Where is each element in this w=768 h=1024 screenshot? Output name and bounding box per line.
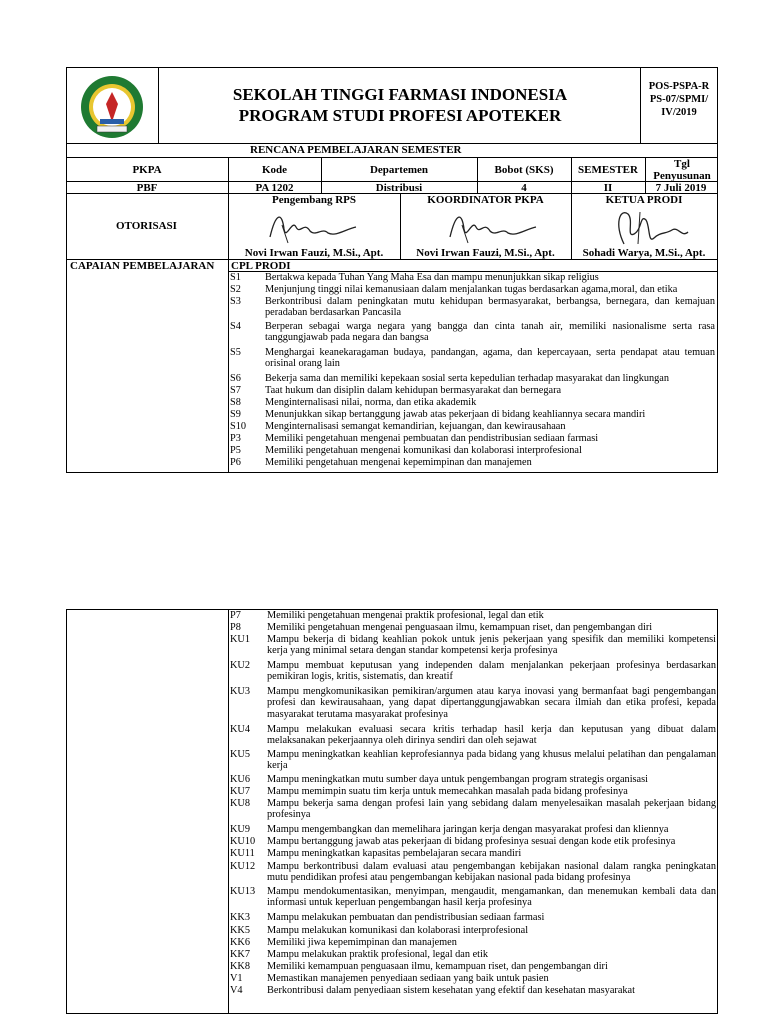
signature-ketua bbox=[610, 204, 700, 248]
td-semester: II bbox=[603, 182, 613, 194]
td-departemen: Distribusi bbox=[375, 182, 423, 194]
cpl-code: KK8 bbox=[230, 961, 251, 972]
cpl-code: KU7 bbox=[230, 786, 251, 797]
role-name-pengembang: Novi Irwan Fauzi, M.Si., Apt. bbox=[244, 247, 384, 259]
cpl-code: KU3 bbox=[230, 686, 251, 697]
cpl-code: P5 bbox=[230, 445, 241, 456]
logo bbox=[70, 74, 154, 140]
td-bobot: 4 bbox=[521, 182, 527, 194]
cpl-text: Memiliki pengetahuan mengenai penguasaan ilmu, kemampuan riset, dan pengembangan diri bbox=[267, 622, 653, 633]
cpl-text: Mampu bertanggung jawab atas pekerjaan di bidang profesinya sesuai dengan kode etik profesinya bbox=[267, 836, 676, 847]
cpl-text: Mampu melakukan komunikasi dan kolaborasi interprofesional bbox=[267, 925, 529, 936]
cpl-code: KU10 bbox=[230, 836, 256, 847]
cpl-code: S4 bbox=[230, 321, 241, 332]
cpl-code: S7 bbox=[230, 385, 241, 396]
cpl-text: Memiliki kemampuan penguasaan ilmu, kemampuan riset, dan pengembangan diri bbox=[267, 961, 608, 972]
cpl-text: Mampu mengembangkan dan memelihara jaringan kerja dengan masyarakat profesi dan kliennya bbox=[267, 824, 669, 835]
td-kode: PA 1202 bbox=[255, 182, 294, 194]
cpl-text: Berperan sebagai warga negara yang bangga dan cinta tanah air, memiliki nasionalisme serta rasa tanggungjawab pada negara dan bangsa bbox=[265, 321, 715, 344]
role-title-koordinator: KOORDINATOR PKPA bbox=[427, 194, 544, 206]
signature-koordinator bbox=[442, 207, 542, 245]
cpl-text: Memiliki pengetahuan mengenai kepemimpinan dan manajemen bbox=[265, 457, 532, 468]
cpl-code: S1 bbox=[230, 272, 241, 283]
cpl-code: KU8 bbox=[230, 798, 251, 809]
th-kode: Kode bbox=[261, 164, 288, 176]
program-title: PROGRAM STUDI PROFESI APOTEKER bbox=[238, 106, 562, 125]
cpl-code: KU6 bbox=[230, 774, 251, 785]
cpl-code: S6 bbox=[230, 373, 241, 384]
cpl-code: KU4 bbox=[230, 724, 251, 735]
cpl-text: Berkontribusi dalam peningkatan mutu kehidupan bermasyarakat, berbangsa, bernegara, dan kemajuan peradaban berdasarkan Pancasila bbox=[265, 296, 715, 319]
cpl-code: KK6 bbox=[230, 937, 251, 948]
cpl-text: Mampu meningkatkan kapasitas pembelajaran secara mandiri bbox=[267, 848, 522, 859]
rps-title: RENCANA PEMBELAJARAN SEMESTER bbox=[250, 144, 462, 156]
th-pkpa: PKPA bbox=[132, 164, 162, 176]
cpl-code: KU1 bbox=[230, 634, 251, 645]
td-tgl: 7 Juli 2019 bbox=[655, 182, 707, 194]
cpl-text: Mampu bekerja di bidang keahlian pokok untuk jenis pekerjaan yang spesifik dan memiliki kompetensi kerja yang minimal setara dengan standar kompetensi kerja profesinya bbox=[267, 634, 716, 657]
cpl-text: Menjunjung tinggi nilai kemanusiaan dalam menjalankan tugas berdasarkan agama,moral, dan etika bbox=[265, 284, 678, 295]
cpl-code: S9 bbox=[230, 409, 241, 420]
otorisasi-label: OTORISASI bbox=[116, 220, 177, 232]
signature-pengembang bbox=[262, 207, 362, 245]
cpl-text: Memastikan manajemen penyediaan sediaan yang baik untuk pasien bbox=[267, 973, 549, 984]
cpl-code: S3 bbox=[230, 296, 241, 307]
cpl-text: Memiliki jiwa kepemimpinan dan manajemen bbox=[267, 937, 457, 948]
cpl-text: Mampu meningkatkan keahlian keprofesiannya pada bidang yang khusus melalui pelatihan dan pengalaman kerja bbox=[267, 749, 716, 772]
institution-title: SEKOLAH TINGGI FARMASI INDONESIA bbox=[232, 85, 568, 104]
role-name-koordinator: Novi Irwan Fauzi, M.Si., Apt. bbox=[416, 247, 555, 259]
cpl-code: KU13 bbox=[230, 886, 256, 897]
th-tgl-penyusunan: Tgl Penyusunan bbox=[653, 158, 711, 182]
cpl-code: S10 bbox=[230, 421, 247, 432]
cpl-text: Taat hukum dan disiplin dalam kehidupan bermasyarakat dan bernegara bbox=[265, 385, 562, 396]
cpl-text: Mampu meningkatkan mutu sumber daya untuk pengembangan program strategis organisasi bbox=[267, 774, 648, 785]
cpl-text: Memiliki pengetahuan mengenai pembuatan dan pendistribusian sediaan farmasi bbox=[265, 433, 599, 444]
cpl-text: Mampu melakukan pembuatan dan pendistribusian sediaan farmasi bbox=[267, 912, 545, 923]
cpl-text: Menginternalisasi semangat kemandirian, kejuangan, dan kewirausahaan bbox=[265, 421, 566, 432]
th-semester: SEMESTER bbox=[578, 164, 638, 176]
cpl-code: P3 bbox=[230, 433, 241, 444]
cpl-code: KU5 bbox=[230, 749, 251, 760]
cpl-code: P7 bbox=[230, 610, 241, 621]
cpl-text: Berkontribusi dalam penyediaan sistem kesehatan yang efektif dan kesehatan masyarakat bbox=[267, 985, 635, 996]
cpl-text: Menunjukkan sikap bertanggung jawab atas pekerjaan di bidang keahliannya secara mandiri bbox=[265, 409, 646, 420]
cpl-text: Mampu melakukan praktik profesional, legal dan etik bbox=[267, 949, 489, 960]
cpl-code: V4 bbox=[230, 985, 243, 996]
cpl-text: Mampu bekerja sama dengan profesi lain yang sebidang dalam menyelesaikan masalah pekerjaan bidang profesinya bbox=[267, 798, 716, 821]
role-name-ketua: Sohadi Warya, M.Si., Apt. bbox=[582, 247, 706, 259]
cpl-text: Menginternalisasi nilai, norma, dan etika akademik bbox=[265, 397, 477, 408]
cpl-code: P6 bbox=[230, 457, 241, 468]
cpl-text: Mampu memimpin suatu tim kerja untuk memecahkan masalah pada bidang profesinya bbox=[267, 786, 628, 797]
cpl-code: KK3 bbox=[230, 912, 251, 923]
cpl-text: Mampu berkontribusi dalam evaluasi atau pengembangan kebijakan nasional dalam rangka peningkatan mutu pendidikan profesi atau pengembangan kebijakan nasional pada bidang profesinya bbox=[267, 861, 716, 884]
cpl-text: Mampu melakukan evaluasi secara kritis terhadap hasil kerja dan keputusan yang dibuat dalam melaksanakan pekerjaannya oleh dirinya sendiri dan oleh sejawat bbox=[267, 724, 716, 747]
th-bobot: Bobot (SKS) bbox=[494, 164, 554, 176]
cpl-code: S5 bbox=[230, 347, 241, 358]
cpl-text: Menghargai keanekaragaman budaya, pandangan, agama, dan kepercayaan, serta pendapat atau temuan orisinal orang lain bbox=[265, 347, 715, 370]
capaian-label: CAPAIAN PEMBELAJARAN bbox=[70, 260, 215, 272]
cpl-code: V1 bbox=[230, 973, 243, 984]
cpl-text: Mampu mendokumentasikan, menyimpan, mengaudit, mengamankan, dan menemukan kembali data dan informasi untuk keperluan pengembangan hasil kerja profesinya bbox=[267, 886, 716, 909]
cpl-text: Memiliki pengetahuan mengenai praktik profesional, legal dan etik bbox=[267, 610, 544, 621]
cpl-code: KU9 bbox=[230, 824, 251, 835]
cpl-code: S2 bbox=[230, 284, 241, 295]
cpl-code: S8 bbox=[230, 397, 241, 408]
doc-code: POS-PSPA-RPS-07/SPMI/IV/2019 bbox=[648, 81, 710, 118]
cpl-text: Mampu membuat keputusan yang independen dalam menjalankan pekerjaan profesinya berdasarkan pemikiran logis, kritis, sistematis, dan kreatif bbox=[267, 660, 716, 683]
role-title-pengembang: Pengembang RPS bbox=[271, 194, 357, 206]
td-pkpa: PBF bbox=[136, 182, 158, 194]
cpl-code: KU2 bbox=[230, 660, 251, 671]
cpl-header: CPL PRODI bbox=[231, 260, 291, 272]
role-title-ketua: KETUA PRODI bbox=[605, 194, 683, 206]
cpl-text: Memiliki pengetahuan mengenai komunikasi dan kolaborasi interprofesional bbox=[265, 445, 582, 456]
cpl-code: P8 bbox=[230, 622, 241, 633]
cpl-code: KK7 bbox=[230, 949, 251, 960]
cpl-text: Bertakwa kepada Tuhan Yang Maha Esa dan mampu menunjukkan sikap religius bbox=[265, 272, 599, 283]
cpl-text: Bekerja sama dan memiliki kepekaan sosial serta kepedulian terhadap masyarakat dan lingkungan bbox=[265, 373, 670, 384]
cpl-code: KU11 bbox=[230, 848, 255, 859]
cpl-code: KK5 bbox=[230, 925, 251, 936]
th-departemen: Departemen bbox=[369, 164, 429, 176]
cpl-text: Mampu mengkomunikasikan pemikiran/argumen atau karya inovasi yang bermanfaat bagi pengembangan profesi dan kewirausahaan, yang dapat dipertanggungjawabkan secara ilmiah dan etika profesi, kepada masyarakat terutama masyarakat profesinya bbox=[267, 686, 716, 720]
cpl-code: KU12 bbox=[230, 861, 256, 872]
